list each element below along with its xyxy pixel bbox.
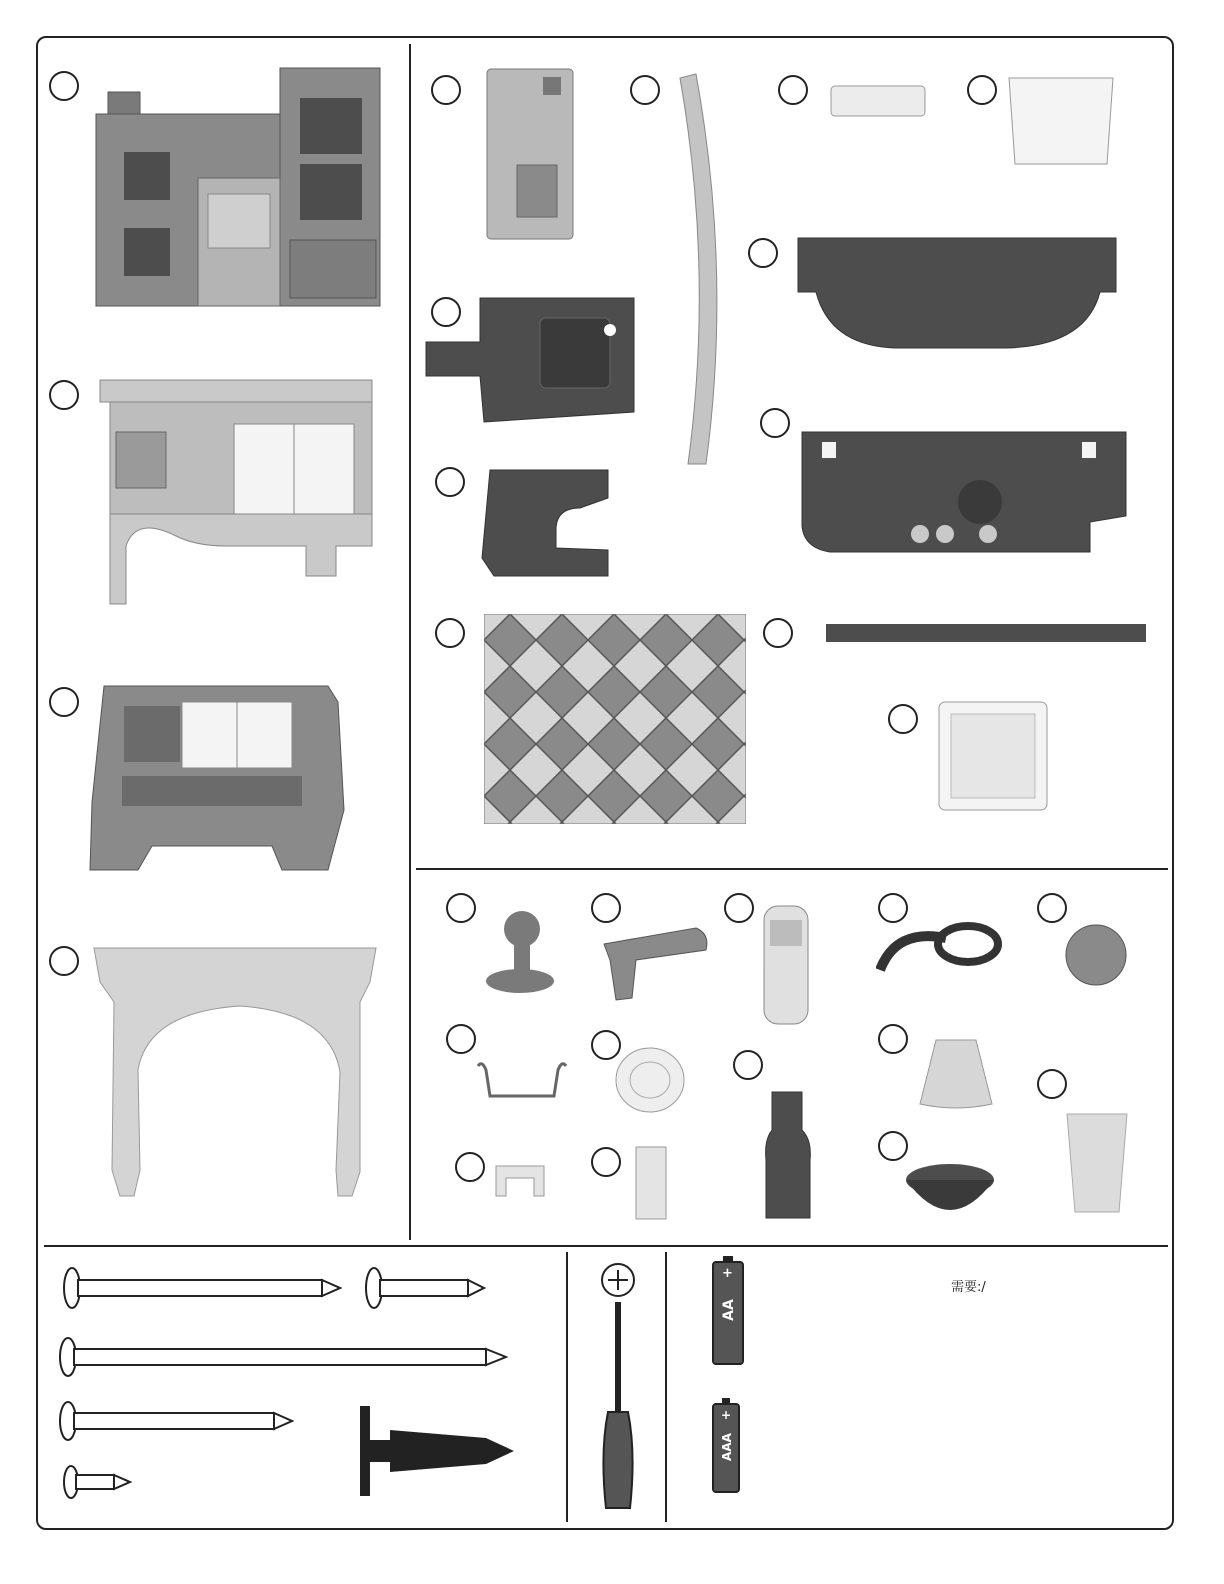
part-number-circle bbox=[878, 1131, 908, 1161]
part-number-circle bbox=[435, 618, 465, 648]
part-number-circle bbox=[435, 467, 465, 497]
long-screw bbox=[62, 1266, 342, 1310]
faucet-base bbox=[762, 1090, 814, 1220]
part-number-circle bbox=[763, 618, 793, 648]
part-number-circle bbox=[1037, 893, 1067, 923]
cordless-phone bbox=[762, 904, 810, 1026]
push-rivet bbox=[356, 1404, 516, 1498]
cup-holder bbox=[876, 918, 1002, 980]
part-number-circle bbox=[455, 1152, 485, 1182]
range-hood bbox=[796, 236, 1118, 350]
part-number-circle bbox=[49, 946, 79, 976]
phillips-screwdriver bbox=[596, 1262, 640, 1512]
divider-hardware bbox=[44, 1245, 1168, 1247]
dial-knob bbox=[1062, 922, 1130, 988]
wall-unit-left-panel bbox=[94, 64, 384, 310]
extra-long-screw bbox=[58, 1336, 508, 1378]
part-number-circle bbox=[724, 893, 754, 923]
divider-upper-lower bbox=[416, 868, 1168, 870]
aaa-battery-plus-mark: + bbox=[721, 1408, 732, 1422]
part-number-circle bbox=[49, 71, 79, 101]
part-number-circle bbox=[733, 1050, 763, 1080]
drip-tray bbox=[937, 700, 1049, 812]
cooktop bbox=[800, 430, 1130, 556]
tiny-screw bbox=[62, 1464, 132, 1500]
short-screw bbox=[364, 1266, 486, 1310]
small-shelf bbox=[829, 84, 927, 118]
battery-cover bbox=[634, 1145, 668, 1221]
part-number-circle bbox=[446, 893, 476, 923]
part-number-circle bbox=[1037, 1069, 1067, 1099]
requirement-note: 需要:/ bbox=[951, 1280, 986, 1295]
tile-backsplash bbox=[484, 614, 746, 824]
divider-left-column bbox=[409, 44, 411, 1240]
curved-rail bbox=[662, 72, 742, 468]
part-number-circle bbox=[446, 1024, 476, 1054]
part-number-circle bbox=[431, 75, 461, 105]
sink-cabinet-panel bbox=[96, 376, 376, 612]
bin-tray bbox=[1007, 72, 1115, 168]
sink-basin bbox=[424, 296, 636, 426]
faucet-spout bbox=[596, 920, 712, 1004]
part-number-circle bbox=[967, 75, 997, 105]
part-number-circle bbox=[878, 1024, 908, 1054]
part-number-circle bbox=[888, 704, 918, 734]
wire-handle bbox=[472, 1060, 572, 1110]
part-number-circle bbox=[630, 75, 660, 105]
aa-battery-plus-mark: + bbox=[722, 1266, 733, 1281]
aaa-battery-label: AAA bbox=[720, 1433, 734, 1461]
part-number-circle bbox=[49, 380, 79, 410]
medium-screw bbox=[58, 1400, 294, 1442]
aa-battery-label: AA bbox=[721, 1299, 737, 1321]
part-number-circle bbox=[778, 75, 808, 105]
part-number-circle bbox=[591, 1147, 621, 1177]
bracket bbox=[480, 468, 610, 578]
speaker-grille bbox=[614, 1046, 686, 1114]
part-number-circle bbox=[748, 238, 778, 268]
refrigerator-door bbox=[485, 67, 575, 243]
divider-tools bbox=[566, 1252, 568, 1522]
arch-frame-panel bbox=[90, 942, 380, 1200]
faucet-knob bbox=[480, 905, 560, 997]
counter-base-panel bbox=[82, 682, 360, 874]
part-number-circle bbox=[591, 893, 621, 923]
rod bbox=[824, 622, 1148, 644]
cup bbox=[1065, 1112, 1129, 1216]
part-number-circle bbox=[760, 408, 790, 438]
lamp-shade bbox=[918, 1036, 994, 1110]
bowl bbox=[903, 1160, 997, 1212]
part-number-circle bbox=[49, 687, 79, 717]
divider-batteries bbox=[665, 1252, 667, 1522]
clip bbox=[492, 1156, 548, 1202]
